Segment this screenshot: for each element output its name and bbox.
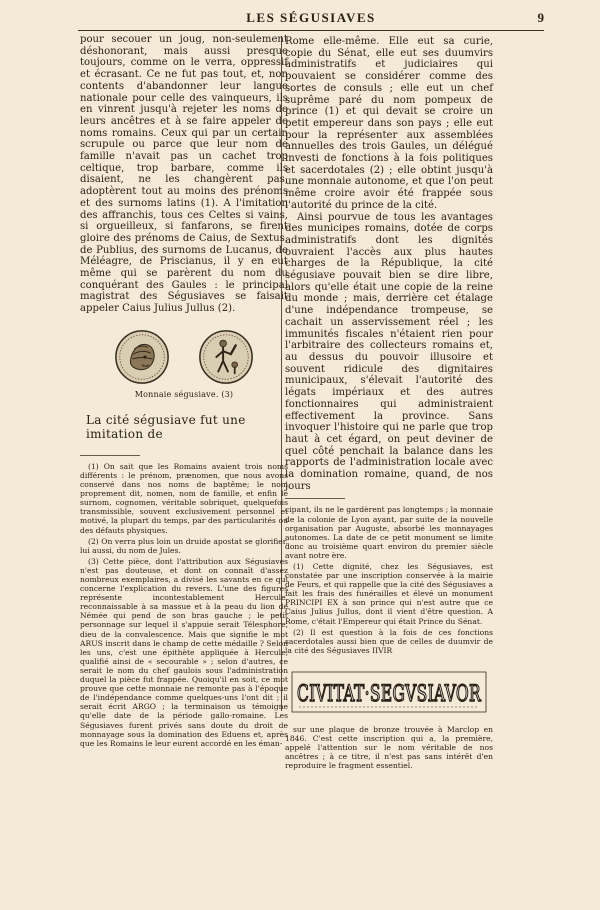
inscription-plaque [291, 671, 487, 713]
page-number: 9 [537, 10, 544, 25]
coin-obverse-icon [113, 328, 171, 386]
left-main-paragraph: pour secouer un joug, non-seulement déshonorant, mais aussi presque toujours, comme on le verra, oppressif et écrasant. Ce ne fut pas tout, et, non contents d'abandonner leur langue nationale pour celle des vainqueurs, ils en vinrent jusqu'à rejeter les noms de leurs ancêtres et à se faire appeler de noms romains. Ceux qui par un certain scrupule ou parce que leur nom de famille n'avait pas un cachet trop celtique, trop barbare, comme ils disaient, ne les changèrent pas, adoptèrent tout au moins des prénoms et des surnoms latins (1). A l'imitation des affranchis, tous ces Celtes si vains, si orgueilleux, si fanfarons, se firent gloire des prénoms de Caius, de Sextus, de Publius, des surnoms de Lucanus, de Méléagre, de Priscianus, il y en eut même qui se parèrent du nom du conquérant des Gaules : le principal magistrat des Ségusiaves se faisait appeler Caius Julius Jullus (2). [80, 34, 288, 315]
left-column [80, 34, 288, 750]
footnote-rule-right [285, 498, 345, 499]
footnote-right-2: (2) Il est question à la fois de ces fonctions sacerdotales aussi bien que de celles de duumvir de la cité des Ségusiaves IIVIR [285, 627, 493, 655]
running-head-title: LES SÉGUSIAVES [246, 10, 376, 25]
footnote-1: (1) On sait que les Romains avaient trois noms différents : le prénom, prænomen, que nous avons conservé dans nos noms de baptême; le nom proprement dit, nomen, nom de famille, et enfin le surnom, cognomen, véritable sobriquet, quelquefois transmissible, souvent exclusivement personnel et motivé, la plupart du temps, par des particularités ou des défauts physiques. [80, 461, 288, 535]
footnote-3: (3) Cette pièce, dont l'attribution aux Ségusiaves n'est pas douteuse, et dont on connaît d'assez nombreux exemplaires, a divisé les savants en ce qui concerne l'explication du revers. L'une des figures représente incontestablement Hercule, reconnaissable à sa massue et à la peau du lion de Némée qui pend de son bras gauche ; le petit personnage sur lequel il s'appuie serait Télesphore, dieu de la convalescence. Mais que signifie le mot ARUS inscrit dans le champ de cette médaille ? Selon les uns, c'est une épithète appliquée à Hercule, qualifié ainsi de « secourable » ; selon d'autres, ce serait le nom du chef gaulois sous l'administration duquel la pièce fut frappée. Quoiqu'il en soit, ce mot prouve que cette monnaie ne remonte pas à l'époque de l'indépendance comme quelques-uns l'ont dit ; il serait écrit ARGO ; la terminaison us témoigne qu'elle date de la période gallo-romaine. Les Ségusiaves furent privés sans doute du droit de monnayage sous la domination des Eduens et, après que les Romains le leur eurent accordé en les éman- [80, 556, 288, 748]
right-paragraph-2: Ainsi pourvue de tous les avantages des municipes romains, dotée de corps administratifs dont les dignités ouvraient l'accès aux plus hautes charges de la République, la cité ségusiave pouvait bien se dire libre, alors qu'elle était une copie de la reine du monde ; mais, derrière cet étalage d'une indépendance trompeuse, se cachait un asservissement réel ; les immunités fiscales n'étaient rien pour l'arbitraire des collecteurs romains et, au dessus du pouvoir illusoire et souvent ridicule des dignitaires municipaux, s'élevait l'autorité des légats impériaux et des autres fonctionnaires qui administraient effectivement la province. Sans invoquer l'histoire qui ne parle que trop haut à cet égard, on peut deviner de quel côté penchait la balance dans les rapports de l'administration locale avec la domination romaine, quand, de nos jours [285, 211, 493, 492]
figure-caption: Monnaie ségusiave. (3) [134, 389, 234, 399]
coin-figure [80, 328, 288, 386]
right-column [285, 36, 493, 772]
footnote-2: (2) On verra plus loin un druide apostat se glorifier, lui aussi, du nom de Jules. [80, 536, 288, 555]
closing-note: sur une plaque de bronze trouvée à Marclop en 1846. C'est cette inscription qui a, la première, appelé l'attention sur le nom véritable de nos ancêtres ; à ce titre, il n'est pas sans intérêt d'en reproduire le fragment essentiel. [285, 724, 493, 771]
right-paragraph-1: Rome elle-même. Elle eut sa curie, copie du Sénat, elle eut ses duumvirs administratifs et judiciaires qui pouvaient se considérer comme des sortes de consuls ; elle eut un chef suprême paré du nom pompeux de prince (1) et qui devait se croire un petit empereur dans son pays ; elle eut pour la représenter aux assemblées annuelles des trois Gaules, un délégué investi de fonctions à la fois politiques et sacerdotales (2) ; elle obtint jusqu'à une monnaie autonome, et que l'on peut même croire avoir été frappée sous l'autorité du prince de la cité. [285, 36, 493, 211]
section-heading: La cité ségusiave fut une imitation de [86, 412, 246, 441]
footnote-right-1: (1) Cette dignité, chez les Ségusiaves, est constatée par une inscription conservée à la mairie de Feurs, et qui rappelle que la cité des Ségusiaves a fait les frais des funérailles et élevé un monument PRINCIPI EX à son prince qui n'est autre que ce Caius Julius Jullus, dont il vient d'être question. A Rome, c'était l'Empereur qui était Prince du Sénat. [285, 561, 493, 626]
footnote-continuation: cipant, ils ne le gardèrent pas longtemps ; la monnaie de la colonie de Lyon ayant, par suite de la nouvelle organisation par Auguste, absorbé les monnayages autonomes. La date de ce petit monument se limite donc au troisième quart environ du premier siècle avant notre ère. [285, 505, 493, 560]
header-rule [78, 30, 544, 31]
inscription-text: CIVITAT·SEGVSIAVOR [297, 681, 482, 707]
coin-reverse-icon [197, 328, 255, 386]
footnote-rule [80, 455, 140, 456]
running-head [78, 10, 544, 28]
